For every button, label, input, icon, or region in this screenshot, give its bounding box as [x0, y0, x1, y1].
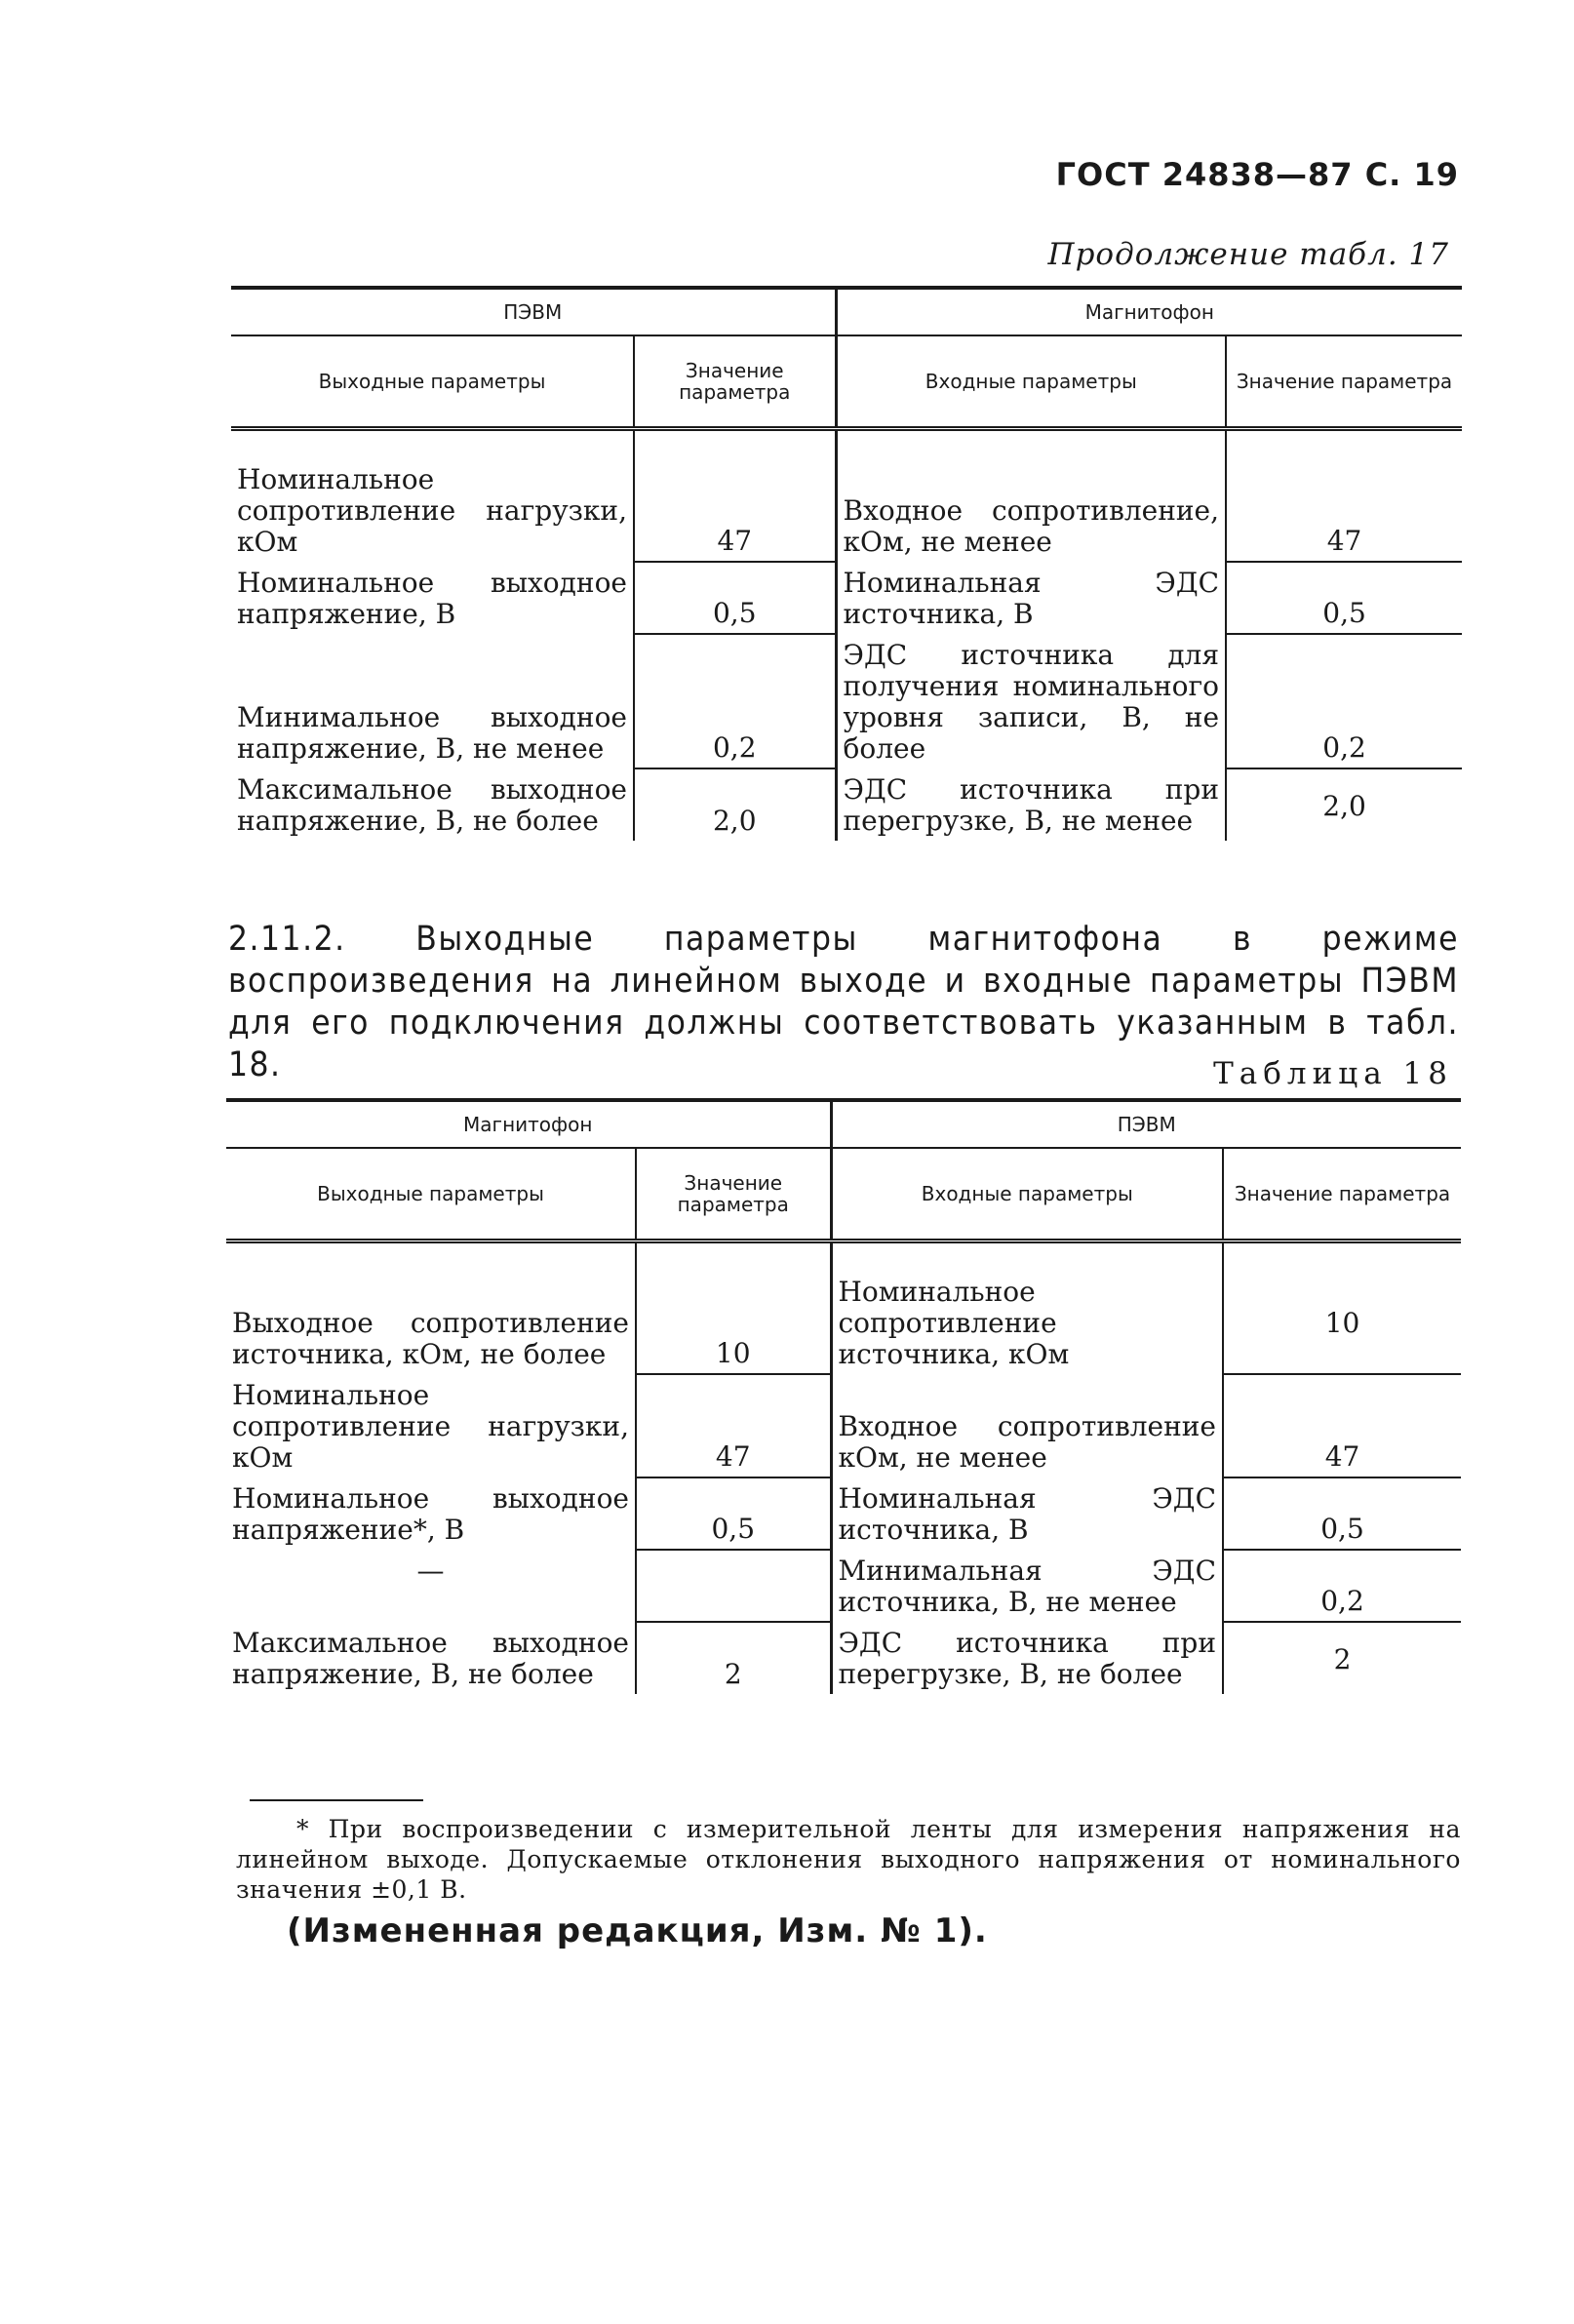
table-18	[226, 1098, 1461, 1694]
input-parameter-value: 47	[1226, 458, 1462, 562]
table-row	[226, 1374, 1461, 1477]
output-parameter-name: Номинальное сопротивление нагрузки, кОм	[231, 458, 634, 562]
output-parameter-name: Максимальное выходное напряжение, В, не более	[231, 768, 634, 841]
column-header: Входные параметры	[831, 1148, 1223, 1241]
table-row	[231, 634, 1462, 768]
table-group-header	[226, 1100, 1461, 1148]
column-header: Значение параметра	[1223, 1148, 1461, 1241]
input-parameter-value: 0,5	[1223, 1477, 1461, 1550]
input-parameter-value: 2	[1333, 1642, 1352, 1675]
table-17	[231, 286, 1462, 841]
footnote-rule	[250, 1799, 423, 1801]
input-parameter-name: Минимальная ЭДС источника, В, не менее	[831, 1550, 1223, 1622]
output-parameter-name: —	[226, 1550, 636, 1622]
column-header: Значение параметра	[636, 1148, 831, 1241]
output-parameter-value: 2,0	[634, 768, 836, 841]
section-paragraph-2-11-2: 2.11.2. Выходные параметры магнитофона в режиме воспроизведения на линейном выходе и входные параметры ПЭВМ для его подключения должны соответствовать указанным в табл. 18.	[228, 920, 1459, 1084]
column-header: Входные параметры	[836, 335, 1226, 429]
page-header: ГОСТ 24838—87 С. 19	[1055, 156, 1459, 193]
input-parameter-name: Входное сопротивление, кОм, не менее	[836, 458, 1226, 562]
input-parameter-value: 0,2	[1226, 634, 1462, 768]
input-parameter-name: ЭДС источника для получения номинального уровня записи, В, не более	[836, 634, 1226, 768]
table-18-caption: Таблица 18	[1213, 1056, 1453, 1091]
group-header-right: Магнитофон	[836, 288, 1462, 335]
input-parameter-value: 0,5	[1226, 562, 1462, 634]
table-group-header	[231, 288, 1462, 335]
column-header: Значение параметра	[634, 335, 836, 429]
output-parameter-value: 47	[636, 1374, 831, 1477]
input-parameter-name: ЭДС источника при перегрузке, В, не менее	[836, 768, 1226, 841]
input-parameter-name: Номинальная ЭДС источника, В	[831, 1477, 1223, 1550]
output-parameter-name: Максимальное выходное напряжение, В, не более	[226, 1622, 636, 1694]
table-column-header	[231, 335, 1462, 429]
output-parameter-name: Номинальное сопротивление нагрузки, кОм	[226, 1374, 636, 1477]
input-parameter-name: Входное сопротивление кОм, не менее	[831, 1374, 1223, 1477]
table-continuation-caption: Продолжение табл. 17	[1047, 237, 1449, 272]
output-parameter-name: Номинальное выходное напряжение, В	[231, 562, 634, 634]
output-parameter-value	[636, 1550, 831, 1622]
table-column-header	[226, 1148, 1461, 1241]
group-header-left: Магнитофон	[226, 1100, 831, 1148]
output-parameter-name: Выходное сопротивление источника, кОм, не более	[226, 1271, 636, 1374]
output-parameter-name: Номинальное выходное напряжение*, В	[226, 1477, 636, 1550]
group-header-left: ПЭВМ	[231, 288, 836, 335]
table-row	[226, 1550, 1461, 1622]
table-row	[231, 768, 1462, 841]
table-row	[226, 1477, 1461, 1550]
output-parameter-value: 0,5	[636, 1477, 831, 1550]
column-header: Выходные параметры	[226, 1148, 636, 1241]
input-parameter-value: 2,0	[1322, 789, 1366, 822]
input-parameter-value: 0,2	[1223, 1550, 1461, 1622]
output-parameter-name: Минимальное выходное напряжение, В, не менее	[231, 634, 634, 768]
table-row	[231, 458, 1462, 562]
footnote: * При воспроизведении с измерительной ленты для измерения напряжения на линейном выходе. Допускаемые отклонения выходного напряжения от номинального значения ±0,1 В.	[236, 1815, 1461, 1904]
amendment-note: (Измененная редакция, Изм. № 1).	[287, 1911, 988, 1950]
column-header: Значение параметра	[1226, 335, 1462, 429]
output-parameter-value: 10	[636, 1271, 831, 1374]
group-header-right: ПЭВМ	[831, 1100, 1461, 1148]
input-parameter-name: Номинальная ЭДС источника, В	[836, 562, 1226, 634]
table-row	[226, 1622, 1461, 1694]
column-header: Выходные параметры	[231, 335, 634, 429]
table-row	[231, 562, 1462, 634]
input-parameter-name: ЭДС источника при перегрузке, В, не более	[831, 1622, 1223, 1694]
output-parameter-value: 47	[634, 458, 836, 562]
input-parameter-value: 47	[1223, 1374, 1461, 1477]
output-parameter-value: 2	[636, 1622, 831, 1694]
table-row	[226, 1271, 1461, 1374]
output-parameter-value: 0,5	[634, 562, 836, 634]
output-parameter-value: 0,2	[634, 634, 836, 768]
input-parameter-value: 10	[1223, 1271, 1461, 1374]
input-parameter-name: Номинальное сопротивление источника, кОм	[831, 1271, 1223, 1374]
